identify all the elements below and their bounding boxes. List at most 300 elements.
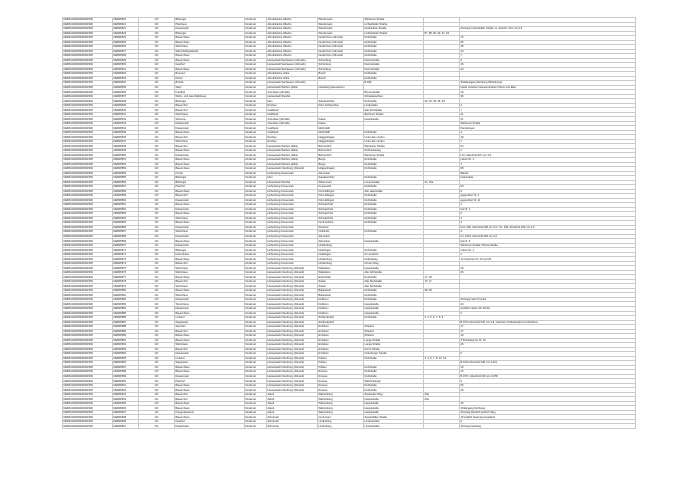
municipality-cell[interactable]: Aland <box>267 392 318 397</box>
id-cell[interactable]: DEBKG0000000000Z300 <box>63 316 113 321</box>
locality-cell[interactable]: Rossau <box>318 388 364 393</box>
object-cell[interactable]: Bauernhaus <box>175 67 245 72</box>
category-cell[interactable]: Denkmal <box>245 419 267 424</box>
locality-cell[interactable]: Rossau <box>318 374 364 379</box>
locality-cell[interactable]: Schliecksdorf <box>318 320 364 325</box>
street-cell[interactable]: Dorfstraße <box>364 76 424 81</box>
street-cell[interactable]: B 189 <box>364 81 424 86</box>
id-cell[interactable]: DEBKG0000000000Z300 <box>63 401 113 406</box>
category-cell[interactable]: Denkmal <box>245 316 267 321</box>
category-cell[interactable]: Denkmal <box>245 230 267 235</box>
type-cell[interactable]: CD <box>139 18 175 23</box>
locality-cell[interactable]: Dobbrun <box>318 311 364 316</box>
type-cell[interactable]: CD <box>139 67 175 72</box>
street-cell[interactable]: Dorfstraße <box>364 176 424 181</box>
street-cell[interactable]: Hofandweg <box>364 257 424 262</box>
object-cell[interactable]: Bauernhof <box>175 329 245 334</box>
remark-cell[interactable]: 40 <box>460 401 636 406</box>
municipality-cell[interactable]: Arendsee (Altmark) <box>267 90 318 95</box>
id-cell[interactable]: DEBKG0000000000Z300 <box>63 279 113 284</box>
category-cell[interactable]: Denkmal <box>245 180 267 185</box>
id-cell[interactable]: DEBKG0000000000Z300 <box>63 67 113 72</box>
code-cell[interactable]: DEB36583 <box>113 302 139 307</box>
municipality-cell[interactable]: Hansestadt Osterburg (Altmark) <box>267 325 318 330</box>
municipality-cell[interactable]: Altmärkische Wische <box>267 27 318 32</box>
locality-cell[interactable]: Werderwerk <box>318 22 364 27</box>
type-cell[interactable]: CD <box>139 239 175 244</box>
type-cell[interactable]: CD <box>139 352 175 357</box>
category-cell[interactable]: Denkmal <box>245 270 267 275</box>
type-cell[interactable]: CD <box>139 81 175 86</box>
locality-cell[interactable]: Erxleben <box>318 325 364 330</box>
municipality-cell[interactable]: Hansestadt Osterburg (Altmark) <box>267 347 318 352</box>
municipality-cell[interactable]: Hansestadt Osterburg (Altmark) <box>267 374 318 379</box>
municipality-cell[interactable]: Hohenberg-Krusemark <box>267 243 318 248</box>
code-cell[interactable]: DEB36574 <box>113 261 139 266</box>
remark-cell[interactable]: L16, Abschnitt 007, km 3,5 <box>460 153 636 158</box>
type-cell[interactable]: CD <box>139 288 175 293</box>
locality-cell[interactable]: Klein Ellingen <box>318 194 364 199</box>
house-numbers-cell[interactable]: 29a <box>424 392 460 397</box>
object-cell[interactable]: Bauernhaus <box>175 365 245 370</box>
municipality-cell[interactable]: Hansestadt Werben (Elbe) <box>267 85 318 90</box>
category-cell[interactable]: Denkmal <box>245 22 267 27</box>
id-cell[interactable]: DEBKG0000000000Z300 <box>63 261 113 266</box>
locality-cell[interactable]: Eickerhöfe <box>318 275 364 280</box>
category-cell[interactable]: Denkmal <box>245 307 267 312</box>
locality-cell[interactable]: Krusemark <box>318 185 364 190</box>
object-cell[interactable]: Bauernhaus <box>175 40 245 45</box>
locality-cell[interactable]: Neukirchen (Altmark) <box>318 54 364 59</box>
code-cell[interactable]: DEB36535 <box>113 85 139 90</box>
object-cell[interactable]: Bauernhaus <box>175 338 245 343</box>
id-cell[interactable]: DEBKG0000000000Z300 <box>63 49 113 54</box>
street-cell[interactable]: Dorfstraße <box>364 49 424 54</box>
municipality-cell[interactable]: Hansestadt Osterburg (Altmark) <box>267 361 318 366</box>
locality-cell[interactable]: Dobbrun <box>318 297 364 302</box>
object-cell[interactable]: Kirche <box>175 171 245 176</box>
code-cell[interactable]: DEB36580 <box>113 288 139 293</box>
remark-cell[interactable]: Abzweig nach Krumke <box>460 297 636 302</box>
object-cell[interactable]: Dieasvstein <box>175 126 245 131</box>
object-cell[interactable]: Dieasvstein <box>175 424 245 429</box>
code-cell[interactable]: DEB36602 <box>113 388 139 393</box>
remark-cell[interactable]: 4 <box>460 130 636 135</box>
object-cell[interactable]: Dieasvstein <box>175 374 245 379</box>
object-cell[interactable]: Bauernhof <box>175 108 245 113</box>
type-cell[interactable]: CD <box>139 270 175 275</box>
type-cell[interactable]: CD <box>139 388 175 393</box>
object-cell[interactable]: Bauernhaus <box>175 157 245 162</box>
type-cell[interactable]: CD <box>139 112 175 117</box>
remark-cell[interactable]: 66 <box>460 40 636 45</box>
code-cell[interactable]: DEB36610 <box>113 424 139 429</box>
object-cell[interactable]: Umland <box>175 316 245 321</box>
id-cell[interactable]: DEBKG0000000000Z300 <box>63 126 113 131</box>
object-cell[interactable]: Bauernhaus <box>175 415 245 420</box>
street-cell[interactable]: Alte Dorfstraße <box>364 284 424 289</box>
category-cell[interactable]: Denkmal <box>245 234 267 239</box>
id-cell[interactable]: DEBKG0000000000Z300 <box>63 216 113 221</box>
type-cell[interactable]: CD <box>139 85 175 90</box>
remark-cell[interactable]: B 1571 Abschnitt 005, km 0,8, zwischen Schliecksdorf und Dobbrun <box>460 320 636 325</box>
remark-cell[interactable]: 21 <box>460 112 636 117</box>
type-cell[interactable]: CD <box>139 212 175 217</box>
category-cell[interactable]: Denkmal <box>245 311 267 316</box>
id-cell[interactable]: DEBKG0000000000Z300 <box>63 415 113 420</box>
code-cell[interactable]: DEB36601 <box>113 383 139 388</box>
category-cell[interactable]: Denkmal <box>245 36 267 41</box>
remark-cell[interactable]: 18 Eingang Kirchweg <box>460 406 636 411</box>
municipality-cell[interactable]: Hansestadt Osterburg (Altmark) <box>267 370 318 375</box>
object-cell[interactable]: Dieasvstein <box>175 121 245 126</box>
object-cell[interactable]: Dieasvstein <box>175 207 245 212</box>
locality-cell[interactable]: Mehnfeldt <box>318 126 364 131</box>
locality-cell[interactable]: Rossau <box>318 370 364 375</box>
municipality-cell[interactable]: Hansestadt Seehausen (Altmark) <box>267 63 318 68</box>
remark-cell[interactable]: 2 <box>460 212 636 217</box>
object-cell[interactable]: Bildungst <box>175 248 245 253</box>
street-cell[interactable]: Hauptstraße <box>364 266 424 271</box>
type-cell[interactable]: CD <box>139 139 175 144</box>
object-cell[interactable]: Bildungst <box>175 99 245 104</box>
type-cell[interactable]: CD <box>139 356 175 361</box>
type-cell[interactable]: CD <box>139 347 175 352</box>
id-cell[interactable]: DEBKG0000000000Z300 <box>63 76 113 81</box>
municipality-cell[interactable]: Goldbeck <box>267 126 318 131</box>
type-cell[interactable]: CD <box>139 99 175 104</box>
code-cell[interactable]: DEB36581 <box>113 293 139 298</box>
remark-cell[interactable]: 26 <box>460 270 636 275</box>
category-cell[interactable]: Denkmal <box>245 40 267 45</box>
remark-cell[interactable]: 19 <box>460 334 636 339</box>
type-cell[interactable]: CD <box>139 148 175 153</box>
remark-cell[interactable]: Kleinalingen <box>460 126 636 131</box>
id-cell[interactable]: DEBKG0000000000Z300 <box>63 270 113 275</box>
code-cell[interactable]: DEB36567 <box>113 230 139 235</box>
street-cell[interactable]: Dorfstraße <box>364 198 424 203</box>
object-cell[interactable]: Wohnhaus <box>175 112 245 117</box>
street-cell[interactable]: Hauptstraße <box>364 410 424 415</box>
municipality-cell[interactable]: Hohenberg-Krusemark <box>267 207 318 212</box>
street-cell[interactable]: Lindenstraße <box>364 424 424 429</box>
remark-cell[interactable]: 7 <box>460 54 636 59</box>
locality-cell[interactable]: Lindenberg <box>318 419 364 424</box>
locality-cell[interactable]: Berge <box>318 162 364 167</box>
id-cell[interactable]: DEBKG0000000000Z300 <box>63 361 113 366</box>
type-cell[interactable]: CD <box>139 424 175 429</box>
object-cell[interactable]: Scheune <box>175 117 245 122</box>
remark-cell[interactable]: 1 <box>460 203 636 208</box>
municipality-cell[interactable]: Hansestadt Osterburg (Altmark) <box>267 167 318 172</box>
id-cell[interactable]: DEBKG0000000000Z300 <box>63 94 113 99</box>
municipality-cell[interactable]: Hansestadt Osterburg (Altmark) <box>267 275 318 280</box>
object-cell[interactable]: Gasthof <box>175 63 245 68</box>
municipality-cell[interactable]: Rochau <box>267 135 318 140</box>
type-cell[interactable]: CD <box>139 189 175 194</box>
id-cell[interactable]: DEBKG0000000000Z300 <box>63 311 113 316</box>
category-cell[interactable]: Denkmal <box>245 415 267 420</box>
municipality-cell[interactable]: Hansestadt Osterburg (Altmark) <box>267 343 318 348</box>
municipality-cell[interactable]: Hansestadt Osterburg (Altmark) <box>267 334 318 339</box>
municipality-cell[interactable]: Aland <box>267 397 318 402</box>
street-cell[interactable]: Hauptstraße <box>364 117 424 122</box>
type-cell[interactable]: CD <box>139 293 175 298</box>
street-cell[interactable]: Hauptstraße <box>364 239 424 244</box>
type-cell[interactable]: CD <box>139 72 175 77</box>
code-cell[interactable]: DEB36550 <box>113 153 139 158</box>
municipality-cell[interactable]: Hansestadt Osterburg (Altmark) <box>267 284 318 289</box>
type-cell[interactable]: CD <box>139 334 175 339</box>
code-cell[interactable]: DEB36598 <box>113 370 139 375</box>
code-cell[interactable]: DEB36557 <box>113 185 139 190</box>
category-cell[interactable]: Denkmal <box>245 225 267 230</box>
id-cell[interactable]: DEBKG0000000000Z300 <box>63 329 113 334</box>
locality-cell[interactable]: Havelberg-Neuwerben <box>318 85 364 90</box>
id-cell[interactable]: DEBKG0000000000Z300 <box>63 302 113 307</box>
id-cell[interactable]: DEBKG0000000000Z300 <box>63 419 113 424</box>
object-cell[interactable]: Bauernhaus <box>175 58 245 63</box>
code-cell[interactable]: DEB36597 <box>113 365 139 370</box>
category-cell[interactable]: Denkmal <box>245 288 267 293</box>
remark-cell[interactable]: 7 <box>460 162 636 167</box>
id-cell[interactable]: DEBKG0000000000Z300 <box>63 356 113 361</box>
category-cell[interactable]: Denkmal <box>245 320 267 325</box>
id-cell[interactable]: DEBKG0000000000Z300 <box>63 180 113 185</box>
object-cell[interactable]: Herrenhaus <box>175 252 245 257</box>
code-cell[interactable]: DEB36564 <box>113 216 139 221</box>
remark-cell[interactable]: gegenüber Nr. 4 <box>460 194 636 199</box>
category-cell[interactable]: Denkmal <box>245 198 267 203</box>
locality-cell[interactable]: Schliecksdorf <box>318 316 364 321</box>
object-cell[interactable]: Bauernhaus <box>175 148 245 153</box>
street-cell[interactable]: Hauptstraße <box>364 307 424 312</box>
category-cell[interactable]: Denkmal <box>245 257 267 262</box>
code-cell[interactable]: DEB36541 <box>113 112 139 117</box>
category-cell[interactable]: Denkmal <box>245 49 267 54</box>
municipality-cell[interactable]: Hansestadt Osterburg (Altmark) <box>267 297 318 302</box>
code-cell[interactable]: DEB36594 <box>113 352 139 357</box>
locality-cell[interactable]: Behrendorf <box>318 144 364 149</box>
id-cell[interactable]: DEBKG0000000000Z300 <box>63 36 113 41</box>
code-cell[interactable]: DEB36605 <box>113 401 139 406</box>
code-cell[interactable]: DEB36552 <box>113 162 139 167</box>
id-cell[interactable]: DEBKG0000000000Z300 <box>63 225 113 230</box>
street-cell[interactable]: Unter den Linden <box>364 139 424 144</box>
remark-cell[interactable]: 21 <box>460 117 636 122</box>
municipality-cell[interactable]: Hansestadt Osterburg (Altmark) <box>267 383 318 388</box>
locality-cell[interactable]: Werderwerk <box>318 18 364 23</box>
category-cell[interactable]: Denkmal <box>245 266 267 271</box>
remark-cell[interactable]: westlich neben der Kirche <box>460 307 636 312</box>
type-cell[interactable]: CD <box>139 338 175 343</box>
street-cell[interactable]: Dammstraße <box>364 67 424 72</box>
object-cell[interactable]: Dieasvstein <box>175 198 245 203</box>
remark-cell[interactable]: 23 <box>460 144 636 149</box>
locality-cell[interactable]: Lindenberg <box>318 424 364 429</box>
object-cell[interactable]: Wohnhaus <box>175 266 245 271</box>
municipality-cell[interactable]: Hansestadt Osterburg (Altmark) <box>267 352 318 357</box>
municipality-cell[interactable]: Hohenberg-Krusemark <box>267 257 318 262</box>
remark-cell[interactable]: 10 <box>460 49 636 54</box>
object-cell[interactable]: Bauernhof <box>175 392 245 397</box>
category-cell[interactable]: Denkmal <box>245 45 267 50</box>
code-cell[interactable]: DEB36521 <box>113 22 139 27</box>
category-cell[interactable]: Denkmal <box>245 63 267 68</box>
category-cell[interactable]: Denkmal <box>245 338 267 343</box>
street-cell[interactable]: Dorfstraße <box>364 207 424 212</box>
id-cell[interactable]: DEBKG0000000000Z300 <box>63 212 113 217</box>
locality-cell[interactable]: Gießlingen <box>318 248 364 253</box>
street-cell[interactable]: Dorfstraße <box>364 45 424 50</box>
object-cell[interactable]: Kriegerdenkmal <box>175 410 245 415</box>
code-cell[interactable]: DEB36570 <box>113 243 139 248</box>
municipality-cell[interactable]: Hansestadt Osterburg (Altmark) <box>267 365 318 370</box>
locality-cell[interactable]: Rossau <box>318 379 364 384</box>
remark-cell[interactable]: 20 <box>460 302 636 307</box>
remark-cell[interactable]: 10 <box>460 365 636 370</box>
id-cell[interactable]: DEBKG0000000000Z300 <box>63 365 113 370</box>
id-cell[interactable]: DEBKG0000000000Z300 <box>63 176 113 181</box>
locality-cell[interactable]: Altenzaun <box>318 171 364 176</box>
locality-cell[interactable]: Schwarzholz <box>318 203 364 208</box>
id-cell[interactable]: DEBKG0000000000Z300 <box>63 45 113 50</box>
street-cell[interactable]: Storbeckeweg <box>364 148 424 153</box>
type-cell[interactable]: CD <box>139 234 175 239</box>
remark-cell[interactable]: 16 <box>460 90 636 95</box>
street-cell[interactable]: Hauptstraße <box>364 406 424 411</box>
category-cell[interactable]: Denkmal <box>245 139 267 144</box>
street-cell[interactable]: Werbener Straße <box>364 153 424 158</box>
code-cell[interactable]: DEB36520 <box>113 18 139 23</box>
category-cell[interactable]: Denkmal <box>245 424 267 429</box>
municipality-cell[interactable]: Altmärkische Wische <box>267 31 318 36</box>
street-cell[interactable]: Dorfstraße <box>364 162 424 167</box>
category-cell[interactable]: Denkmal <box>245 189 267 194</box>
category-cell[interactable]: Denkmal <box>245 153 267 158</box>
type-cell[interactable]: CD <box>139 379 175 384</box>
street-cell[interactable]: Dorfstraße <box>364 248 424 253</box>
type-cell[interactable]: CD <box>139 162 175 167</box>
locality-cell[interactable]: Dobbrun <box>318 302 364 307</box>
object-cell[interactable]: Wohnhaus <box>175 293 245 298</box>
id-cell[interactable]: DEBKG0000000000Z300 <box>63 63 113 68</box>
street-cell[interactable]: Dorfstraße <box>364 275 424 280</box>
id-cell[interactable]: DEBKG0000000000Z300 <box>63 230 113 235</box>
id-cell[interactable]: DEBKG0000000000Z300 <box>63 248 113 253</box>
locality-cell[interactable]: Erxleben <box>318 347 364 352</box>
code-cell[interactable]: DEB36588 <box>113 325 139 330</box>
code-cell[interactable]: DEB36576 <box>113 270 139 275</box>
locality-cell[interactable]: Walsleben <box>318 270 364 275</box>
street-cell[interactable]: Lichterfelder Straße <box>364 31 424 36</box>
locality-cell[interactable]: Neukirchen (Altmark) <box>318 36 364 41</box>
type-cell[interactable]: CD <box>139 406 175 411</box>
category-cell[interactable]: Denkmal <box>245 31 267 36</box>
type-cell[interactable]: CD <box>139 329 175 334</box>
street-cell[interactable]: Dorfstraße <box>364 54 424 59</box>
type-cell[interactable]: CD <box>139 203 175 208</box>
type-cell[interactable]: CD <box>139 230 175 235</box>
code-cell[interactable]: DEB36562 <box>113 207 139 212</box>
remark-cell[interactable]: B 1001 Abschnitt 008, km 0,001 <box>460 361 636 366</box>
municipality-cell[interactable]: Hohenberg-Krusemark <box>267 239 318 244</box>
municipality-cell[interactable]: Hohenberg-Krusemark <box>267 198 318 203</box>
category-cell[interactable]: Denkmal <box>245 94 267 99</box>
object-cell[interactable]: Bauernhaus <box>175 203 245 208</box>
remark-cell[interactable]: 60 <box>460 185 636 190</box>
remark-cell[interactable]: 3 <box>460 419 636 424</box>
locality-cell[interactable]: Gießlingen <box>318 252 364 257</box>
remark-cell[interactable]: 16 <box>460 63 636 68</box>
municipality-cell[interactable]: Goldbeck <box>267 130 318 135</box>
code-cell[interactable]: DEB36593 <box>113 347 139 352</box>
object-cell[interactable]: Wohnhaus <box>175 45 245 50</box>
locality-cell[interactable]: Polkau <box>318 365 364 370</box>
code-cell[interactable]: DEB36545 <box>113 130 139 135</box>
object-cell[interactable]: Dieasvstein <box>175 307 245 312</box>
street-cell[interactable]: Osterburger Straße <box>364 352 424 357</box>
street-cell[interactable]: Immenstraße <box>364 180 424 185</box>
locality-cell[interactable]: Rossau <box>318 383 364 388</box>
type-cell[interactable]: CD <box>139 311 175 316</box>
code-cell[interactable]: DEB36587 <box>113 320 139 325</box>
type-cell[interactable]: CD <box>139 365 175 370</box>
street-cell[interactable]: Alte Dorfstraße <box>364 108 424 113</box>
municipality-cell[interactable]: Altmärkische Wische <box>267 45 318 50</box>
type-cell[interactable]: CD <box>139 392 175 397</box>
type-cell[interactable]: CD <box>139 108 175 113</box>
locality-cell[interactable]: Erxleben <box>318 343 364 348</box>
id-cell[interactable]: DEBKG0000000000Z300 <box>63 325 113 330</box>
municipality-cell[interactable]: Hansestadt Osterburg (Altmark) <box>267 270 318 275</box>
type-cell[interactable]: CD <box>139 135 175 140</box>
locality-cell[interactable]: Altenzaun <box>318 239 364 244</box>
category-cell[interactable]: Denkmal <box>245 239 267 244</box>
municipality-cell[interactable]: Hansestadt Osterburg (Altmark) <box>267 388 318 393</box>
municipality-cell[interactable]: Altmärkische Höhe <box>267 76 318 81</box>
type-cell[interactable]: CD <box>139 49 175 54</box>
code-cell[interactable]: DEB36579 <box>113 284 139 289</box>
municipality-cell[interactable]: Hansestadt Osterburg (Altmark) <box>267 279 318 284</box>
municipality-cell[interactable]: Hohenberg-Krusemark <box>267 230 318 235</box>
locality-cell[interactable]: Schönberg <box>318 58 364 63</box>
remark-cell[interactable]: 7 <box>460 139 636 144</box>
municipality-cell[interactable]: Rochau <box>267 139 318 144</box>
municipality-cell[interactable]: Hansestadt Osterburg (Altmark) <box>267 311 318 316</box>
object-cell[interactable]: Bauernhof <box>175 347 245 352</box>
category-cell[interactable]: Denkmal <box>245 167 267 172</box>
remark-cell[interactable]: 4 <box>460 103 636 108</box>
locality-cell[interactable]: Werderwerk <box>318 27 364 32</box>
category-cell[interactable]: Denkmal <box>245 176 267 181</box>
locality-cell[interactable]: Behrendorf <box>318 153 364 158</box>
municipality-cell[interactable]: Hohenberg-Krusemark <box>267 203 318 208</box>
object-cell[interactable]: Bauernhof <box>175 279 245 284</box>
type-cell[interactable]: CD <box>139 257 175 262</box>
street-cell[interactable]: Wirtheiner Straße <box>364 144 424 149</box>
remark-cell[interactable]: 12 zwischen Nr. 20 und 24 <box>460 257 636 262</box>
locality-cell[interactable]: Ballerstedt <box>318 288 364 293</box>
street-cell[interactable]: Dorfstraße <box>364 221 424 226</box>
remark-cell[interactable]: Werbener Straße <box>460 121 636 126</box>
remark-cell[interactable]: 7 <box>460 108 636 113</box>
object-cell[interactable]: Bauernhaus <box>175 383 245 388</box>
object-cell[interactable]: Dieasvstein <box>175 153 245 158</box>
category-cell[interactable]: Denkmal <box>245 325 267 330</box>
object-cell[interactable]: Bauernhaus <box>175 36 245 41</box>
code-cell[interactable]: DEB36524 <box>113 36 139 41</box>
